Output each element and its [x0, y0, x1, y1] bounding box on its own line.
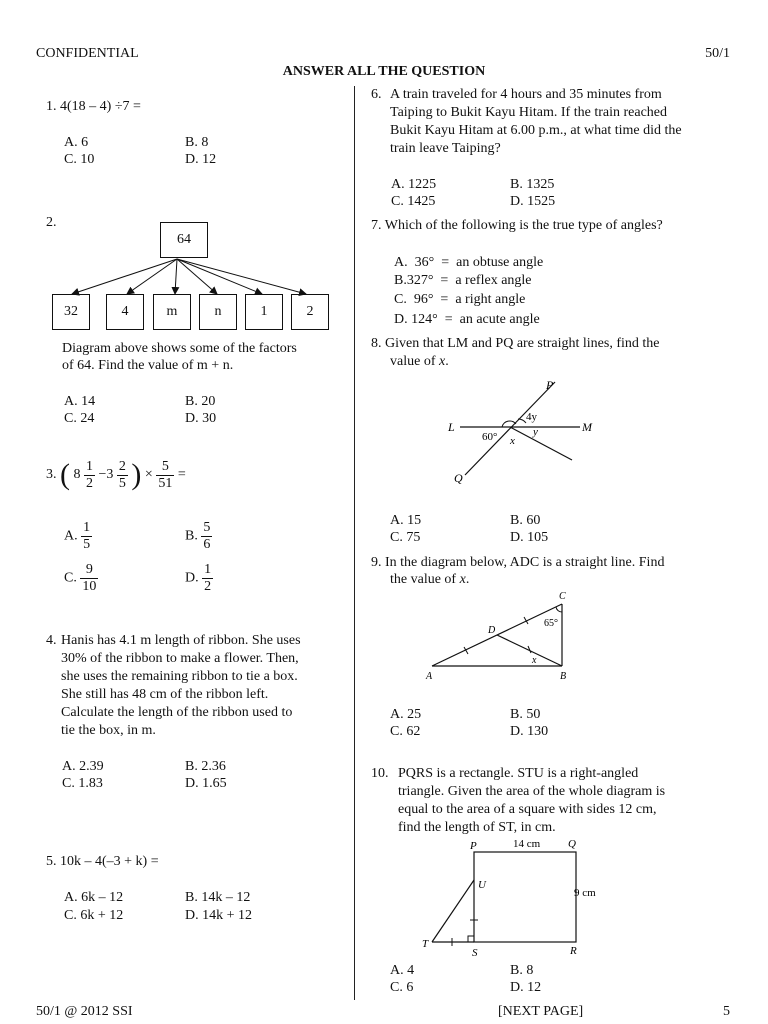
q10-label-s: S [472, 947, 478, 959]
q9-option-b[interactable]: B. 50 [510, 707, 541, 722]
q3-number: 3. [46, 467, 57, 482]
q4-option-b[interactable]: B. 2.36 [185, 759, 226, 774]
q8-line-2-text: value of [390, 354, 439, 369]
q3-a-label: A. [64, 528, 78, 544]
question-5 [46, 853, 159, 871]
q8-line-1: Given that LM and PQ are straight lines, find the [385, 336, 660, 351]
q8-label-4y: 4y [526, 411, 537, 423]
q10-diagram [414, 834, 614, 962]
q3-left-paren: ( [60, 458, 70, 491]
q9-option-d[interactable]: D. 130 [510, 724, 549, 739]
q2-option-d[interactable]: D. 30 [185, 411, 217, 426]
q10-label-q: Q [568, 838, 576, 850]
q9-variable: x [459, 572, 466, 587]
q3-equals: = [177, 467, 186, 482]
q9-line-2-text: the value of [390, 572, 460, 587]
q2-text-line-2: of 64. Find the value of m + n. [62, 358, 234, 373]
q8-label-p: P [546, 378, 554, 392]
q9-line-2 [390, 571, 469, 589]
q8-label-60: 60° [482, 431, 498, 443]
q8-label-x: x [510, 435, 515, 447]
q10-option-a[interactable]: A. 4 [390, 963, 415, 978]
question-8 [371, 335, 660, 353]
q10-label-r: R [570, 945, 577, 957]
q4-line-1: Hanis has 4.1 m length of ribbon. She uses [61, 633, 301, 648]
q9-diagram [420, 588, 580, 684]
q3-c-num: 9 [80, 562, 98, 579]
factor-arrows [0, 0, 360, 300]
q9-label-65: 65° [544, 618, 558, 629]
q1-number: 1. [46, 99, 57, 114]
factor-box-5: 1 [245, 294, 283, 330]
q4-option-c[interactable]: C. 1.83 [62, 776, 103, 791]
q3-d-den: 2 [204, 579, 212, 594]
factor-root-box: 64 [160, 222, 208, 258]
q6-line-4: train leave Taiping? [390, 141, 501, 156]
q8-label-m: M [582, 420, 592, 434]
q2-option-b[interactable]: B. 20 [185, 394, 216, 409]
q3-d-label: D. [185, 570, 199, 586]
q3-option-b[interactable] [185, 520, 212, 553]
q3-b-den: 6 [203, 537, 211, 552]
q9-label-a: A [426, 671, 433, 682]
q6-line-2: Taiping to Bukit Kayu Hitam. If the train reached [390, 105, 667, 120]
q10-line-1: PQRS is a rectangle. STU is a right-angled [398, 766, 639, 781]
header-left: CONFIDENTIAL [36, 46, 139, 61]
q7-option-d[interactable]: D. 124° = an acute angle [394, 312, 540, 327]
q3-frac3-num: 5 [156, 459, 174, 476]
q9-label-x: x [532, 655, 537, 666]
q9-option-a[interactable]: A. 25 [390, 707, 422, 722]
q8-option-c[interactable]: C. 75 [390, 530, 421, 545]
question-7 [371, 217, 663, 235]
q1-text: 4(18 – 4) ÷7 = [60, 99, 141, 114]
q10-label-p: P [470, 840, 477, 852]
q3-option-c[interactable] [64, 562, 98, 595]
footer-left: 50/1 @ 2012 SSI [36, 1004, 133, 1019]
question-9 [371, 554, 664, 572]
q8-label-l: L [448, 420, 455, 434]
q4-text [61, 632, 351, 740]
q7-option-b[interactable]: B.327° = a reflex angle [394, 273, 532, 288]
q8-line-2-end: . [445, 354, 449, 369]
q9-option-c[interactable]: C. 62 [390, 724, 421, 739]
q3-b-num: 5 [203, 520, 211, 535]
q5-option-d[interactable]: D. 14k + 12 [185, 908, 253, 923]
q5-option-b[interactable]: B. 14k – 12 [185, 890, 251, 905]
q10-line-4: find the length of ST, in cm. [398, 820, 556, 835]
q4-line-6: tie the box, in m. [61, 723, 156, 738]
q10-label-u: U [478, 879, 486, 891]
q8-diagram [440, 372, 600, 492]
q3-frac2-den: 5 [118, 475, 126, 491]
q3-frac3-den: 51 [158, 475, 173, 491]
q9-label-d: D [488, 625, 496, 636]
footer-page-number: 5 [723, 1004, 730, 1019]
q9-label-c: C [559, 591, 566, 602]
factor-box-3: m [153, 294, 191, 330]
q6-option-c[interactable]: C. 1425 [391, 194, 436, 209]
q10-option-b[interactable]: B. 8 [510, 963, 534, 978]
q7-number: 7. [371, 218, 382, 233]
q8-option-b[interactable]: B. 60 [510, 513, 541, 528]
q8-number: 8. [371, 336, 382, 351]
q10-label-top: 14 cm [513, 838, 541, 850]
factor-box-1: 32 [52, 294, 90, 330]
q3-whole-1: 8 [73, 467, 81, 482]
q10-option-c[interactable]: C. 6 [390, 980, 414, 995]
q3-c-den: 10 [82, 579, 97, 594]
q6-option-a[interactable]: A. 1225 [391, 177, 437, 192]
q8-label-q: Q [454, 471, 463, 485]
q3-b-label: B. [185, 528, 198, 544]
q10-line-2: triangle. Given the area of the whole diagram is [398, 784, 666, 799]
q9-number: 9. [371, 555, 382, 570]
question-3 [46, 458, 186, 492]
q2-text-line-1: Diagram above shows some of the factors [62, 341, 297, 356]
q10-number: 10. [371, 766, 389, 781]
q7-text: Which of the following is the true type of angles? [384, 218, 663, 233]
q4-line-3: she uses the remaining ribbon to tie a box. [61, 669, 298, 684]
q8-option-a[interactable]: A. 15 [390, 513, 422, 528]
footer-next-page: [NEXT PAGE] [498, 1004, 584, 1019]
q3-c-label: C. [64, 570, 77, 586]
factor-box-2: 4 [106, 294, 144, 330]
q4-line-5: Calculate the length of the ribbon used to [61, 705, 293, 720]
q3-frac1-num: 1 [86, 458, 93, 474]
q3-minus-whole: −3 [98, 467, 114, 482]
q2-number: 2. [46, 215, 57, 230]
q5-text: 10k – 4(–3 + k) = [60, 854, 159, 869]
q10-line-3: equal to the area of a square with sides 12 cm, [398, 802, 657, 817]
q5-number: 5. [46, 854, 57, 869]
q10-text [398, 765, 748, 837]
factor-box-6: 2 [291, 294, 329, 330]
factor-box-4: n [199, 294, 237, 330]
q6-option-b[interactable]: B. 1325 [510, 177, 555, 192]
page-title: ANSWER ALL THE QUESTION [282, 64, 486, 79]
q3-option-a[interactable] [64, 520, 92, 553]
q4-number: 4. [46, 633, 57, 648]
q8-option-d[interactable]: D. 105 [510, 530, 549, 545]
q8-line-2 [390, 353, 449, 371]
q3-a-num: 1 [83, 520, 91, 535]
q1-option-a[interactable]: A. 6 [64, 135, 89, 150]
q2-option-c[interactable]: C. 24 [64, 411, 95, 426]
q9-label-b: B [560, 671, 567, 682]
q5-option-a[interactable]: A. 6k – 12 [64, 890, 124, 905]
q7-option-c[interactable]: C. 96° = a right angle [394, 292, 526, 307]
q3-frac2-num: 2 [118, 458, 126, 474]
q3-frac1-den: 2 [86, 475, 93, 491]
q1-option-c[interactable]: C. 10 [64, 152, 95, 167]
q3-a-den: 5 [83, 537, 91, 552]
q5-option-c[interactable]: C. 6k + 12 [64, 908, 124, 923]
q3-times: × [144, 467, 153, 482]
q9-line-2-end: . [465, 572, 470, 587]
q6-line-3: Bukit Kayu Hitam at 6.00 p.m., at what time did the [390, 123, 682, 138]
q3-right-paren: ) [131, 458, 142, 491]
header-right: 50/1 [705, 46, 730, 61]
q1-option-d[interactable]: D. 12 [185, 152, 217, 167]
q10-label-t: T [422, 938, 429, 950]
q8-label-y: y [533, 426, 538, 438]
q7-option-a[interactable]: A. 36° = an obtuse angle [394, 255, 544, 270]
q2-option-a[interactable]: A. 14 [64, 394, 96, 409]
q4-line-4: She still has 48 cm of the ribbon left. [61, 687, 269, 702]
q10-label-side: 9 cm [574, 887, 596, 899]
q10-option-d[interactable]: D. 12 [510, 980, 542, 995]
q8-variable: x [438, 354, 446, 369]
q6-number: 6. [371, 87, 382, 102]
q4-option-d[interactable]: D. 1.65 [185, 776, 227, 791]
q4-line-2: 30% of the ribbon to make a flower. Then, [61, 651, 299, 666]
q6-line-1: A train traveled for 4 hours and 35 minutes from [390, 87, 662, 102]
q4-option-a[interactable]: A. 2.39 [62, 759, 104, 774]
q6-text [390, 86, 750, 158]
q1-option-b[interactable]: B. 8 [185, 135, 209, 150]
q3-option-d[interactable] [185, 562, 213, 595]
q3-d-num: 1 [204, 562, 212, 577]
q9-line-1: In the diagram below, ADC is a straight line. Find [385, 555, 665, 570]
q6-option-d[interactable]: D. 1525 [510, 194, 556, 209]
